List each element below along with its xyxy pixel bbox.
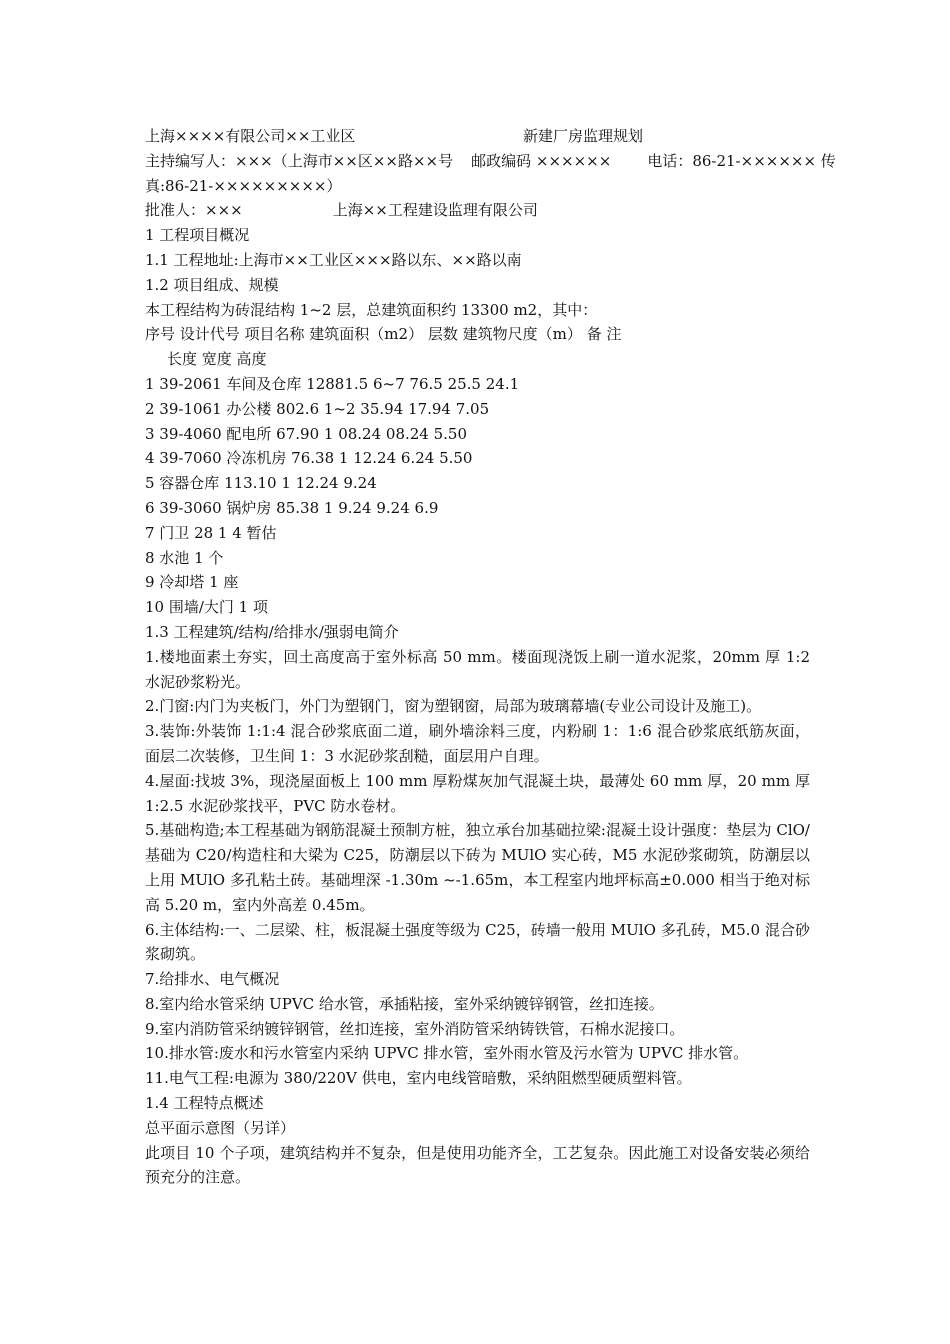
document-title-line	[145, 124, 810, 149]
document-page	[145, 124, 836, 1190]
table-row: 2 39-1061 办公楼 802.6 1~2 35.94 17.94 7.05	[145, 399, 490, 418]
approver-organization: 上海××工程建设监理有限公司	[332, 201, 538, 220]
table-row: 1 39-2061 车间及仓库 12881.5 6~7 76.5 25.5 24.1	[145, 374, 520, 393]
list-item: 2.门窗:内门为夹板门，外门为塑钢门，窗为塑钢窗，局部为玻璃幕墙(专业公司设计及施工)。	[145, 697, 762, 716]
subsection-heading-brief: 1.3 工程建筑/结构/给排水/强弱电简介	[145, 622, 399, 641]
list-item: 8.室内给水管采纳 UPVC 给水管，承插粘接，室外采纳镀锌钢管，丝扣连接。	[145, 994, 664, 1013]
approver-line	[145, 198, 810, 223]
table-row: 5 容器仓库 113.10 1 12.24 9.24	[145, 474, 377, 493]
table-row: 9 冷却塔 1 座	[145, 573, 239, 592]
subsection-heading-features: 1.4 工程特点概述	[145, 1094, 264, 1113]
table-row: 6 39-3060 锅炉房 85.38 1 9.24 9.24 6.9	[145, 498, 439, 517]
list-item: 10.排水管:废水和污水管室内采纳 UPVC 排水管，室外雨水管及污水管为 UPVC 排水管。	[145, 1044, 749, 1063]
subsection-heading-composition: 1.2 项目组成、规模	[145, 275, 279, 294]
editor-phone: 电话：86-21-×××××× 传	[647, 151, 836, 170]
editor-fax: 真:86-21-×××××××××）	[145, 176, 342, 195]
list-item: 5.基础构造;本工程基础为钢筋混凝土预制方桩，独立承台加基础拉梁:混凝土设计强度：垫层为 ClO/基础为 C20/构造柱和大梁为 C25，防潮层以下砖为 MUlO 实心砖，M5 水泥砂浆砌筑，防潮层以上用 MUlO 多孔粘土砖。基础埋深 -1.30m ~-1.65m，本工程室内地坪标高±0.000 相当于绝对标高 5.20 m，室内外高差 0.45m。	[145, 821, 810, 914]
approver: 批准人：×××	[145, 201, 243, 220]
list-item: 11.电气工程:电源为 380/220V 供电，室内电线管暗敷，采纳阻燃型硬质塑料管。	[145, 1069, 692, 1088]
editor-postal-code: 邮政编码 ××××××	[471, 151, 612, 170]
company-zone: 上海××××有限公司××工业区	[145, 127, 356, 145]
table-header: 序号 设计代号 项目名称 建筑面积（m2） 层数 建筑物尺度（m） 备 注	[145, 325, 622, 344]
table-row: 4 39-7060 冷冻机房 76.38 1 12.24 6.24 5.50	[145, 449, 473, 468]
table-row: 10 围墙/大门 1 项	[145, 598, 268, 617]
editor-info: 主持编写人：×××（上海市××区××路××号	[145, 151, 454, 170]
section-heading: 1 工程项目概况	[145, 226, 250, 245]
document-title: 新建厂房监理规划	[523, 127, 644, 145]
features-text: 此项目 10 个子项，建筑结构并不复杂，但是使用功能齐全，工艺复杂。因此施工对设备安装必须给预充分的注意。	[145, 1143, 810, 1187]
project-address: 1.1 工程地址:上海市××工业区×××路以东、××路以南	[145, 250, 522, 269]
table-row: 8 水池 1 个	[145, 548, 224, 567]
list-item: 6.主体结构:一、二层梁、柱，板混凝土强度等级为 C25，砖墙一般用 MUlO 多孔砖，M5.0 混合砂浆砌筑。	[145, 920, 810, 964]
site-plan-note: 总平面示意图（另详）	[145, 1118, 296, 1137]
list-item: 4.屋面:找坡 3%，现浇屋面板上 100 mm 厚粉煤灰加气混凝土块，最薄处 60 mm 厚，20 mm 厚 1:2.5 水泥砂浆找平，PVC 防水卷材。	[145, 771, 810, 815]
list-item: 7.给排水、电气概况	[145, 970, 280, 989]
list-item: 3.装饰:外装饰 1:1:4 混合砂浆底面二道，刷外墙涂料三度，内粉刷 1：1:6 混合砂浆底纸筋灰面，面层二次装修，卫生间 1：3 水泥砂浆刮糙，面层用户自理。	[145, 722, 810, 765]
composition-summary: 本工程结构为砖混结构 1~2 层，总建筑面积约 13300 m2，其中：	[145, 300, 598, 319]
list-item: 9.室内消防管采纳镀锌钢管，丝扣连接，室外消防管采纳铸铁管，石棉水泥接口。	[145, 1019, 685, 1038]
table-subheader: 长度 宽度 高度	[167, 350, 267, 369]
table-row: 3 39-4060 配电所 67.90 1 08.24 08.24 5.50	[145, 424, 468, 443]
list-item: 1.楼地面素土夯实，回土高度高于室外标高 50 mm。楼面现浇饭上刷一道水泥浆，20mm 厚 1:2 水泥砂浆粉光。	[145, 647, 810, 691]
editor-line	[145, 149, 836, 174]
table-row: 7 门卫 28 1 4 暂估	[145, 523, 277, 542]
